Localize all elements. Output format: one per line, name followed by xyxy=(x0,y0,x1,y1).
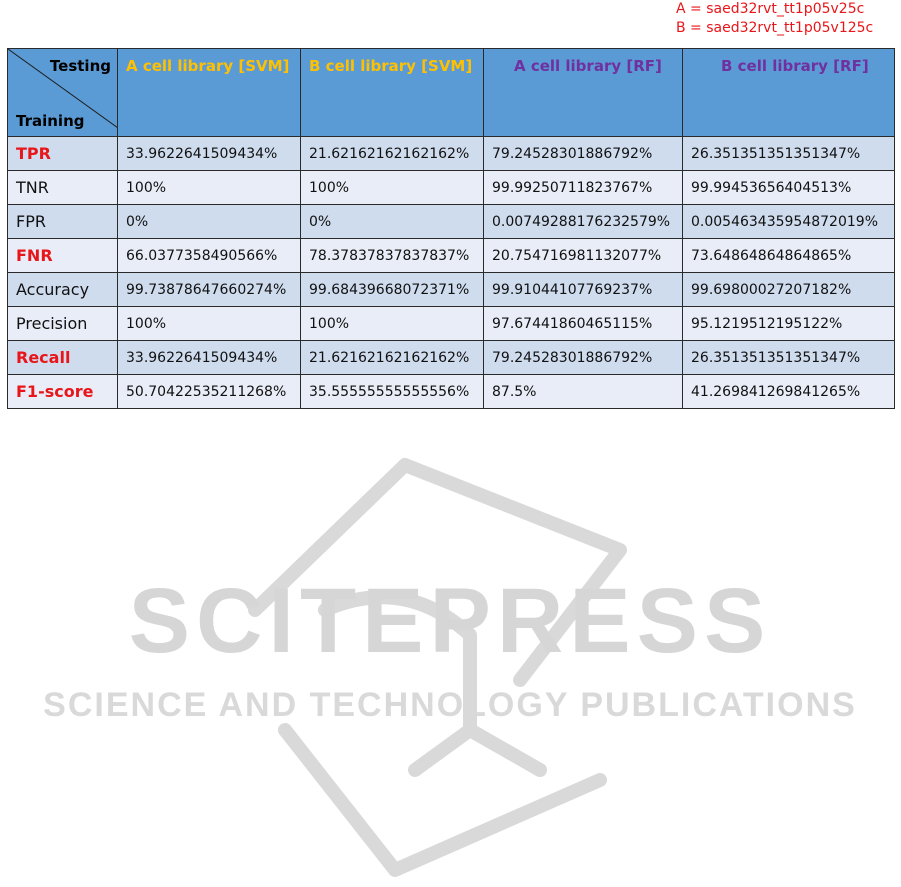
table-cell: 99.73878647660274% xyxy=(118,273,301,307)
table-row-tnr xyxy=(8,171,895,205)
table-cell: 99.99453656404513% xyxy=(683,171,895,205)
table-row-recall xyxy=(8,341,895,375)
row-label: TNR xyxy=(8,171,118,205)
table-cell: 95.1219512195122% xyxy=(683,307,895,341)
table-cell: 50.70422535211268% xyxy=(118,375,301,409)
table-cell: 99.69800027207182% xyxy=(683,273,895,307)
table-cell: 21.62162162162162% xyxy=(301,341,484,375)
table-row-fnr xyxy=(8,239,895,273)
results-table xyxy=(7,48,895,409)
table-cell: 26.351351351351347% xyxy=(683,341,895,375)
table-row-precision xyxy=(8,307,895,341)
table-row-fpr xyxy=(8,205,895,239)
table-cell: 99.99250711823767% xyxy=(484,171,683,205)
table-cell: 99.91044107769237% xyxy=(484,273,683,307)
table-cell: 99.68439668072371% xyxy=(301,273,484,307)
legend-a: A = saed32rvt_tt1p05v25c xyxy=(676,1,865,17)
row-label: Accuracy xyxy=(8,273,118,307)
column-header-b-rf: B cell library [RF] xyxy=(683,49,895,137)
watermark-brand: SCITEPRESS xyxy=(128,570,772,672)
legend-b: B = saed32rvt_tt1p05v125c xyxy=(676,20,874,36)
row-label: FNR xyxy=(8,239,118,273)
table-row-f1-score xyxy=(8,375,895,409)
column-header-b-svm: B cell library [SVM] xyxy=(301,49,484,137)
table-cell: 78.37837837837837% xyxy=(301,239,484,273)
column-header-a-rf: A cell library [RF] xyxy=(484,49,683,137)
table-cell: 0% xyxy=(118,205,301,239)
table-cell: 100% xyxy=(301,171,484,205)
row-label: TPR xyxy=(8,137,118,171)
table-cell: 100% xyxy=(118,307,301,341)
scitepress-watermark xyxy=(0,440,901,887)
table-cell: 20.754716981132077% xyxy=(484,239,683,273)
table-cell: 21.62162162162162% xyxy=(301,137,484,171)
testing-label: Testing xyxy=(49,57,111,75)
corner-header xyxy=(8,49,118,137)
table-cell: 33.9622641509434% xyxy=(118,341,301,375)
table-cell: 100% xyxy=(118,171,301,205)
legend xyxy=(676,0,898,38)
table-cell: 26.351351351351347% xyxy=(683,137,895,171)
row-label: F1-score xyxy=(8,375,118,409)
table-cell: 79.24528301886792% xyxy=(484,341,683,375)
table-cell: 33.9622641509434% xyxy=(118,137,301,171)
training-label: Training xyxy=(16,112,85,130)
row-label: Recall xyxy=(8,341,118,375)
table-cell: 41.269841269841265% xyxy=(683,375,895,409)
table-row-tpr xyxy=(8,137,895,171)
header-row xyxy=(8,49,895,137)
watermark-tagline: SCIENCE AND TECHNOLOGY PUBLICATIONS xyxy=(43,686,857,724)
table-cell: 79.24528301886792% xyxy=(484,137,683,171)
table-cell: 0.00749288176232579% xyxy=(484,205,683,239)
table-cell: 87.5% xyxy=(484,375,683,409)
table-cell: 100% xyxy=(301,307,484,341)
row-label: Precision xyxy=(8,307,118,341)
table-cell: 0% xyxy=(301,205,484,239)
table-cell: 73.64864864864865% xyxy=(683,239,895,273)
table-row-accuracy xyxy=(8,273,895,307)
table-cell: 66.0377358490566% xyxy=(118,239,301,273)
table-cell: 97.67441860465115% xyxy=(484,307,683,341)
column-header-a-svm: A cell library [SVM] xyxy=(118,49,301,137)
row-label: FPR xyxy=(8,205,118,239)
table-cell: 35.55555555555556% xyxy=(301,375,484,409)
table-cell: 0.005463435954872019% xyxy=(683,205,895,239)
